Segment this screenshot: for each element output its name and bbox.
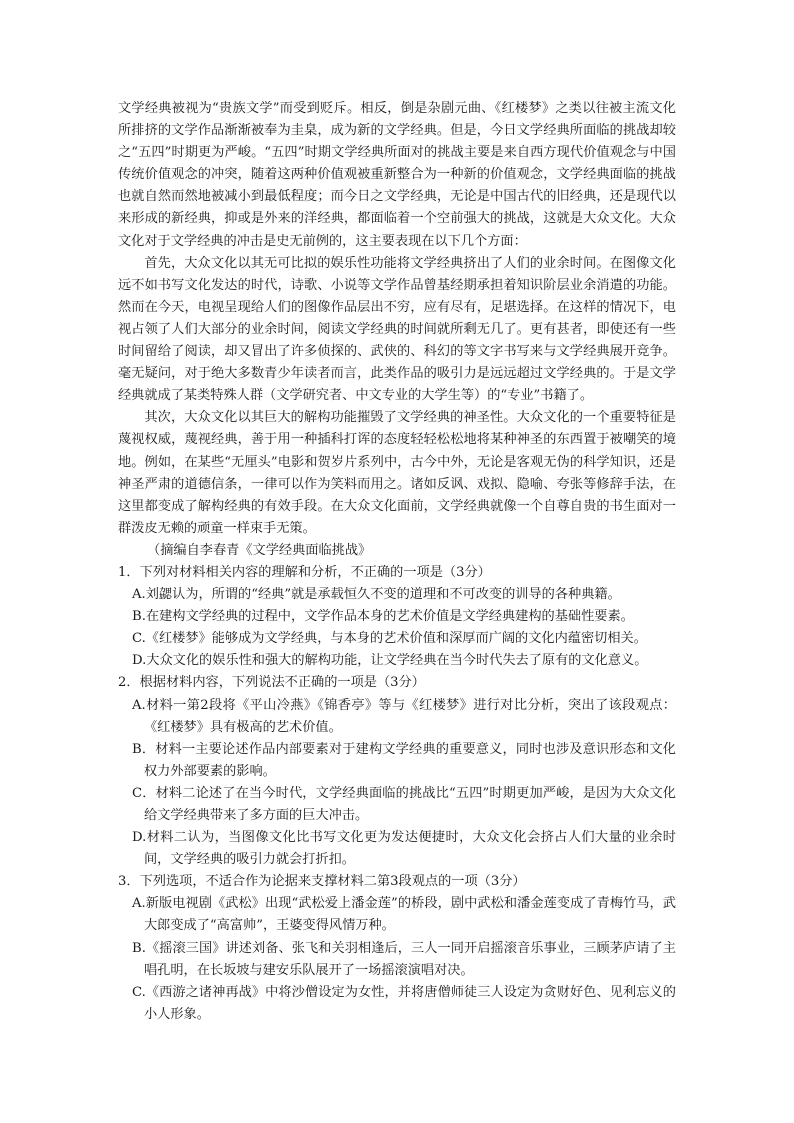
question-1 xyxy=(118,562,676,672)
article-paragraph: 首先，大众文化以其无可比拟的娱乐性功能将文学经典挤出了人们的业余时间。在图像文化远不如书写文化发达的时代，诗歌、小说等文学作品曾基经期承担着知识阶层业余消遣的功能。然而在今天，电视呈现给人们的图像作品层出不穷，应有尽有，足堪选择。在这样的情况下，电视占领了人们大部分的业余时间，阅读文学经典的时间就所剩无几了。更有甚者，即使还有一些时间留给了阅读，却又冒出了许多侦探的、武侠的、科幻的等文字书写来与文学经典展开竞争。毫无疑问，对于绝大多数青少年读者而言，此类作品的吸引力是远远超过文学经典的。于是文学经典就成了某类特殊人群（文学研究者、中文专业的大学生等）的“专业”书籍了。 xyxy=(118,255,676,404)
question-3 xyxy=(118,871,676,1026)
answer-option: B.《摇滚三国》讲述刘备、张飞和关羽相逢后，三人一同开启摇滚音乐事业，三顾茅庐请了主唱孔明，在长坂坡与建安乐队展开了一场摇滚演唱对决。 xyxy=(132,940,676,978)
exam-page xyxy=(118,98,676,1026)
answer-option: A.刘勰认为，所谓的“经典”就是承载恒久不变的道理和不可改变的训导的各种典籍。 xyxy=(132,587,621,603)
question-stem: 2．根据材料内容，下列说法不正确的一项是（3分） xyxy=(118,675,425,691)
article-paragraph: 文学经典被视为“贵族文学”而受到贬斥。相反，倒是杂剧元曲、《红楼梦》之类以往被主流文化所排挤的文学作品渐渐被奉为圭臬，成为新的文学经典。但是，今日文学经典所面临的挑战却较之“五四”时期更为严峻。“五四”时期文学经典所面对的挑战主要是来自西方现代价值观念与中国传统价值观念的冲突，随着这两种价值观被重新整合为一种新的价值观念，文学经典面临的挑战也就自然而然地被减小到最低程度；而今日之文学经典，无论是中国古代的旧经典，还是现代以来形成的新经典，抑或是外来的洋经典，都面临着一个空前强大的挑战，这就是大众文化。大众文化对于文学经典的冲击是史无前例的，这主要表现在以下几个方面： xyxy=(118,101,676,249)
answer-option: C.《红楼梦》能够成为文学经典，与本身的艺术价值和深厚而广阔的文化内蕴密切相关。 xyxy=(132,631,647,647)
answer-option: B.在建构文学经典的过程中，文学作品本身的艺术价值是文学经典建构的基础性要素。 xyxy=(132,609,634,625)
article-paragraph: 其次，大众文化以其巨大的解构功能摧毁了文学经典的神圣性。大众文化的一个重要特征是蔑视权威，蔑视经典，善于用一种插科打诨的态度轻轻松松地将某种神圣的东西置于被嘲笑的境地。例如，在某些“无厘头”电影和贺岁片系列中，古今中外，无论是客观无伪的科学知识，还是神圣严肃的道德信条，一律可以作为笑料而用之。诸如反讽、戏拟、隐喻、夸张等修辞手法，在这里都变成了解构经典的有效手段。在大众文化面前，文学经典就像一个自尊自贵的书生面对一群泼皮无赖的顽童一样束手无策。 xyxy=(118,410,676,536)
answer-option: D.大众文化的娱乐性和强大的解构功能，让文学经典在当今时代失去了原有的文化意义。 xyxy=(132,653,648,669)
question-stem: 1．下列对材料相关内容的理解和分析，不正确的一项是（3分） xyxy=(118,564,491,580)
question-stem: 3．下列选项，不适合作为论据来支撑材料二第3段观点的一项（3分） xyxy=(118,874,526,890)
answer-option: B．材料一主要论述作品内部要素对于建构文学经典的重要意义，同时也涉及意识形态和文化权力外部要素的影响。 xyxy=(132,741,676,779)
article-source: （摘编自李春青《文学经典面临挑战》 xyxy=(147,542,372,558)
answer-option: C．材料二论述了在当今时代，文学经典面临的挑战比“五四”时期更加严峻，是因为大众文化给文学经典带来了多方面的巨大冲击。 xyxy=(132,785,676,823)
answer-option: D.材料二认为，当图像文化比书写文化更为发达便捷时，大众文化会挤占人们大量的业余时间，文学经典的吸引力就会打折扣。 xyxy=(132,830,676,868)
answer-option: C.《西游之诸神再战》中将沙僧设定为女性，并将唐僧师徒三人设定为贪财好色、见利忘义的小人形象。 xyxy=(132,984,676,1022)
answer-option: A.材料一第2段将《平山冷燕》《锦香亭》等与《红楼梦》进行对比分析，突出了该段观点：《红楼梦》具有极高的艺术价值。 xyxy=(132,697,676,735)
question-2 xyxy=(118,672,676,871)
answer-option: A.新版电视剧《武松》出现“武松爱上潘金莲”的桥段，剧中武松和潘金莲变成了青梅竹马，武大郎变成了“高富帅”，王婆变得风情万种。 xyxy=(132,896,676,934)
